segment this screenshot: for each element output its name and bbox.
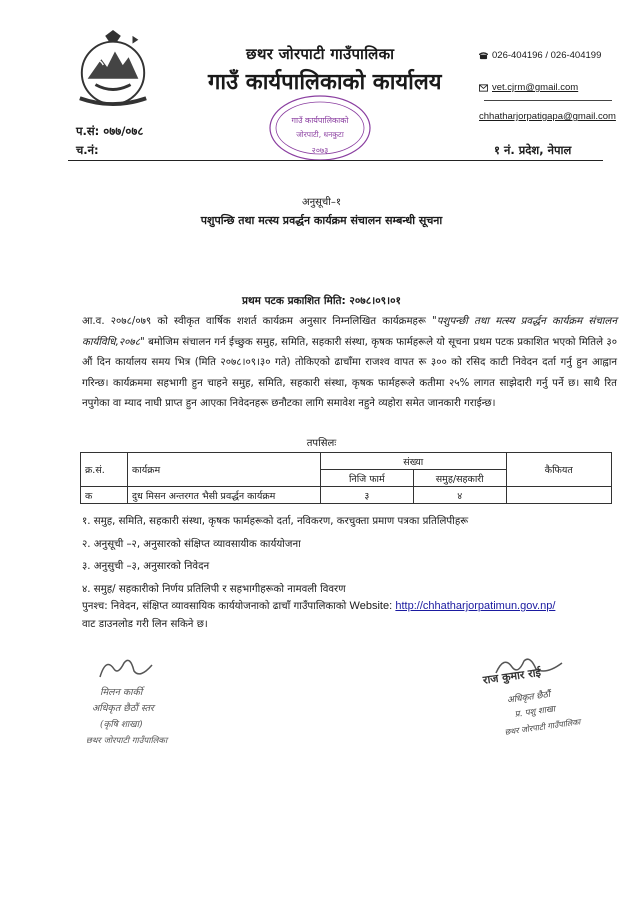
email-icon (479, 84, 488, 92)
phone-icon (479, 52, 488, 60)
left-signature-block (86, 655, 226, 750)
contact-phone (479, 50, 601, 61)
right-signer-section: प्र. पशु शाखा (514, 704, 556, 720)
header-group: समुह/सहकारी (413, 470, 506, 487)
details-label: तपसिलः (306, 438, 337, 449)
dispatch-number: च.नं: (76, 143, 99, 157)
contact-email-2 (479, 111, 616, 122)
list-item: ३. अनुसुची –३, अनुसारको निवेदन (82, 561, 210, 572)
left-signer-name: मिलन कार्की (100, 687, 143, 698)
website-label: Website: (349, 600, 393, 612)
row-private: ३ (320, 487, 413, 504)
right-signer-title: अधिकृत छैठौं (506, 689, 551, 706)
row-group: ४ (413, 487, 506, 504)
office-stamp (266, 93, 374, 163)
table-row (81, 487, 612, 504)
office-name: गाउँ कार्यपालिकाको कार्यालय (208, 70, 442, 95)
header-private-farm: निजि फार्म (320, 470, 413, 487)
body-part1: आ.व. २०७८/०७९ को स्वीकृत वार्षिक शशर्त कार्यक्रम अनुसार निम्नलिखित कार्यक्रमहरू (82, 316, 433, 327)
list-item: २. अनुसूची –२, अनुसारको संक्षिप्त व्यावसायीक कार्ययोजना (82, 538, 301, 550)
program-table (80, 452, 612, 504)
note-suffix: वाट डाउनलोड गरी लिन सकिने छ। (82, 619, 208, 630)
row-remarks (506, 487, 611, 504)
reference-number: प.सं: ०७७/०७८ (76, 124, 144, 138)
org-name: छथर जोरपाटी गाउँपालिका (246, 45, 395, 63)
publication-date: प्रथम पटक प्रकाशित मिति: २०७८।०९।०१ (241, 295, 402, 307)
annex-label: अनुसूची–१ (301, 197, 342, 208)
notice-body (82, 312, 617, 415)
note-prefix: पुनश्च: निवेदन, संक्षिप्त व्यावसायिक कार्ययोजनाको ढाचाँ गाउँपालिकाको (82, 601, 350, 612)
header-remarks: कैफियत (506, 453, 611, 487)
notice-title: पशुपन्छि तथा मत्स्य प्रवर्द्धन कार्यक्रम संचालन सम्बन्धी सूचना (200, 214, 443, 227)
phone-text: 026-404196 / 026-404199 (492, 50, 602, 61)
right-signature-block (482, 655, 640, 755)
left-signer-org: छथर जोरपाटी गाउँपालिका (86, 736, 168, 746)
stamp-line1: गाउँ कार्यपालिकाको (291, 116, 349, 125)
contact-email (479, 82, 578, 93)
postscript-note (82, 597, 617, 634)
website-link[interactable]: http://chhatharjorpatimun.gov.np/ (395, 600, 556, 612)
email-link[interactable]: vet.cjrm@gmail.com (492, 82, 579, 93)
header-rule (68, 160, 603, 161)
right-signer-name: राज कुमार राई (482, 665, 542, 687)
header-sn: क्र.सं. (81, 453, 128, 487)
province: १ नं. प्रदेश, नेपाल (494, 143, 572, 157)
left-signature-scribble (96, 655, 156, 683)
contact-divider (484, 100, 612, 101)
stamp-line3: २०७३ (311, 146, 329, 155)
required-documents-list (82, 513, 468, 603)
nepal-emblem-icon (74, 30, 152, 108)
left-signer-title: अधिकृत छैठौं स्तर (92, 703, 154, 714)
body-italic: "पशुपन्छी तथा मत्स्य प्रवर्द्धन कार्यक्रम संचालन कार्यविधि,२०७८" (82, 316, 617, 348)
header-program: कार्यक्रम (127, 453, 320, 487)
list-item: १. समुह, समिति, सहकारी संस्था, कृषक फार्महरूको दर्ता, नविकरण, करचुक्ता प्रमाण पत्रका प्रतिलिपीहरू (82, 516, 469, 527)
row-sn: क (81, 487, 128, 504)
row-program: दुध मिसन अन्तरगत भैसी प्रवर्द्धन कार्यक्रम (127, 487, 320, 504)
list-item: ४. समुह/ सहकारीको निर्णय प्रतिलिपी र सहभागीहरूको नामवली विवरण (82, 583, 346, 595)
left-signer-section: (कृषि शाखा) (100, 720, 143, 730)
header-count: संख्या (320, 453, 506, 470)
stamp-line2: जोरपाटी, धनकुटा (296, 130, 344, 139)
body-part2: बमोजिम संचालन गर्न ईच्छुक समुह, समिति, सहकारी संस्था, कृषक फार्महरूले यो सूचना प्रथम पटक प्रकाशित भएको मितिले ३० औं दिन कार्यालय समय भित्र (मिति २०७८।०९।३० गते) तोकिएको ढाचाँमा राजश्व वापत रू ३०० को रसिद काटी निवेदन दर्ता गर्नु हुन आह्वान गरिन्छ। कार्यक्रममा सहभागी हुन चाहने समुह, समिति, सहकारी संस्था, कृषक फार्महरूले कतीमा २५% लागत साझेदारी गर्नु पर्ने छ। साथै रित नपुगेका वा म्याद नाघी प्राप्त हुन आएका निवेदनहरू छनौटका लागि समावेश नहुने व्यहोरा समेत जानकारी गराईन्छ। (82, 336, 617, 409)
email2-link[interactable]: chhatharjorpatigapa@gmail.com (479, 111, 616, 122)
right-signer-org: छथर जोरपाटी गाउँपालिका (504, 717, 582, 737)
